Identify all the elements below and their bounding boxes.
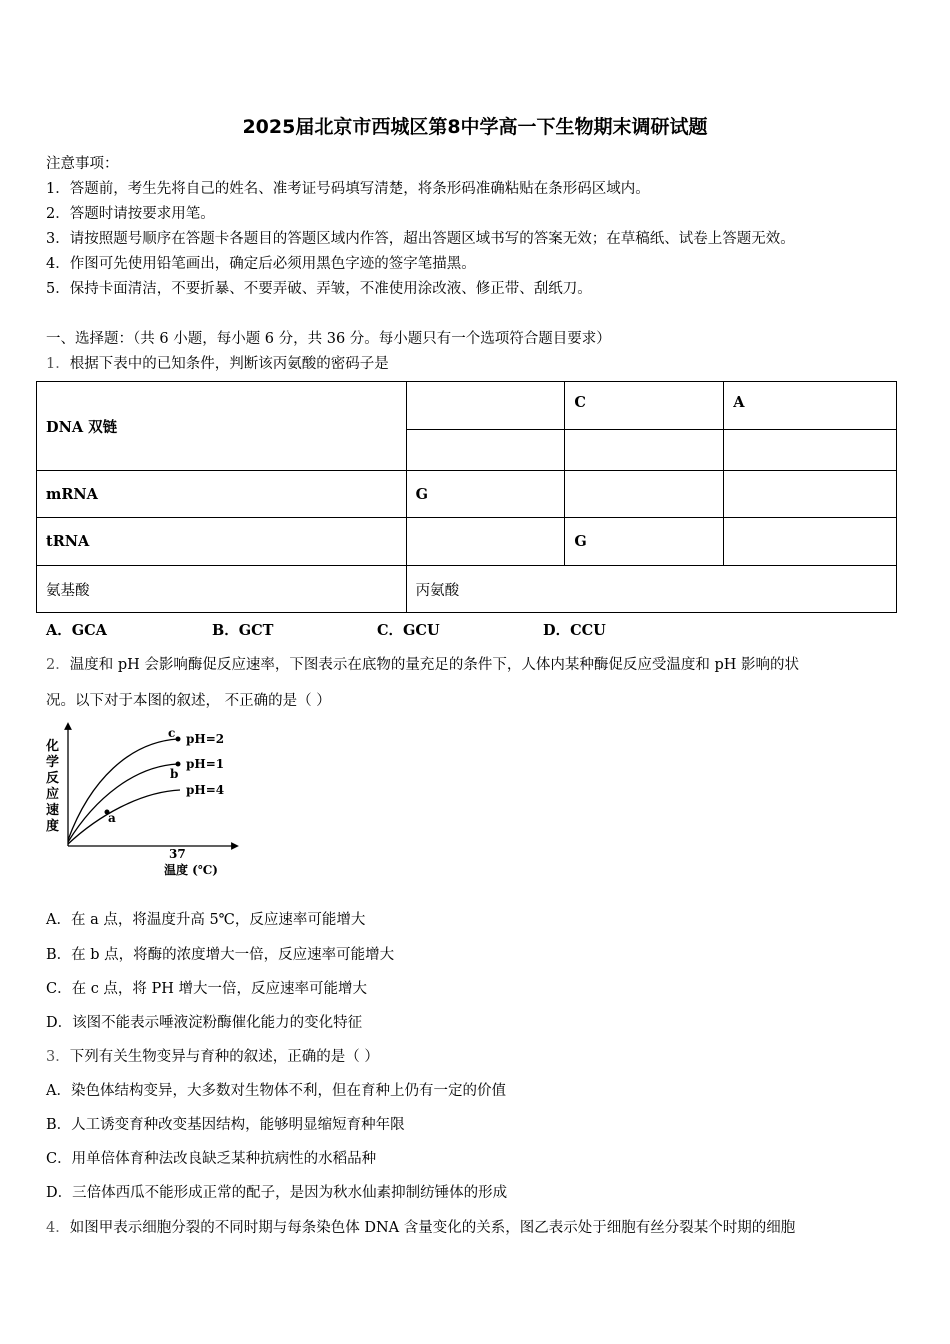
question-number: 3． <box>46 1049 70 1065</box>
codon-table <box>36 381 897 613</box>
question-4-stem <box>46 1216 795 1237</box>
option-b: B．GCT <box>212 622 274 639</box>
q2-option-d: D．该图不能表示唾液淀粉酶催化能力的变化特征 <box>46 1015 363 1031</box>
question-3-stem <box>46 1045 379 1066</box>
y-label-char: 应 <box>46 787 60 802</box>
q3-option-d: D．三倍体西瓜不能形成正常的配子，是因为秋水仙素抑制纺锤体的形成 <box>46 1185 508 1201</box>
notice-item: 2．答题时请按要求用笔。 <box>46 206 215 222</box>
label-ph4: pH=4 <box>186 783 225 797</box>
question-1-stem <box>46 352 389 373</box>
question-number: 1． <box>46 356 70 372</box>
question-number: 2． <box>46 657 70 673</box>
option-c: C．GCU <box>377 622 440 639</box>
notice-heading: 注意事项： <box>46 156 119 172</box>
table-cell: A <box>724 382 897 430</box>
trna-label: tRNA <box>37 518 407 566</box>
question-2-stem-cont: 况。以下对于本图的叙述， 不正确的是（ ） <box>46 693 331 709</box>
notice-item: 4．作图可先使用铅笔画出，确定后必须用黑色字迹的签字笔描黑。 <box>46 256 476 272</box>
label-ph2: pH=2 <box>186 732 225 746</box>
q2-option-c: C．在 c 点，将 PH 增大一倍，反应速率可能增大 <box>46 981 368 997</box>
section-heading: 一、选择题：（共 6 小题，每小题 6 分，共 36 分。每小题只有一个选项符合题目要求） <box>46 331 611 347</box>
table-cell <box>724 430 897 471</box>
question-text: 根据下表中的已知条件，判断该丙氨酸的密码子是 <box>69 356 389 372</box>
curve-ph2 <box>68 739 178 840</box>
question-2-stem <box>46 653 799 674</box>
amino-acid-label: 氨基酸 <box>37 566 407 613</box>
x-axis-label: 温度 (℃) <box>164 863 218 877</box>
table-cell: C <box>565 382 724 430</box>
notice-item: 1．答题前，考生先将自己的姓名、准考证号码填写清楚，将条形码准确粘贴在条形码区域内。 <box>46 181 650 197</box>
y-label-char: 反 <box>46 771 60 786</box>
y-label-char: 化 <box>46 739 60 754</box>
question-number: 4． <box>46 1220 70 1236</box>
y-label-char: 速 <box>46 803 60 818</box>
table-cell <box>565 471 724 518</box>
amino-acid-value: 丙氨酸 <box>406 566 896 613</box>
mrna-label: mRNA <box>37 471 407 518</box>
page-title: 2025届北京市西城区第8中学高一下生物期末调研试题 <box>242 116 708 138</box>
table-cell <box>406 430 565 471</box>
table-cell <box>724 518 897 566</box>
table-cell: G <box>565 518 724 566</box>
point-b <box>176 762 181 767</box>
label-a: a <box>108 811 116 825</box>
table-cell <box>565 430 724 471</box>
question-text: 温度和 pH 会影响酶促反应速率，下图表示在底物的量充足的条件下，人体内某种酶促反应受温度和 pH 影响的状 <box>69 657 800 673</box>
q2-option-a: A．在 a 点，将温度升高 5℃，反应速率可能增大 <box>46 912 366 928</box>
curve-ph4 <box>68 790 180 844</box>
label-c: c <box>168 726 176 740</box>
x-tick-37: 37 <box>169 847 186 861</box>
option-a: A．GCA <box>46 622 107 639</box>
q2-option-b: B．在 b 点，将酶的浓度增大一倍，反应速率可能增大 <box>46 947 395 963</box>
q3-option-a: A．染色体结构变异，大多数对生物体不利，但在育种上仍有一定的价值 <box>46 1083 506 1099</box>
notice-item: 3．请按照题号顺序在答题卡各题目的答题区域内作答，超出答题区域书写的答案无效；在草稿纸、试卷上答题无效。 <box>46 231 795 247</box>
table-cell: G <box>406 471 565 518</box>
option-d: D．CCU <box>543 622 606 639</box>
table-cell <box>724 471 897 518</box>
table-cell <box>406 518 565 566</box>
dna-label: DNA 双链 <box>37 382 407 471</box>
question-text: 下列有关生物变异与育种的叙述，正确的是（ ） <box>69 1049 379 1065</box>
q3-option-b: B．人工诱变育种改变基因结构，能够明显缩短育种年限 <box>46 1117 405 1133</box>
label-ph1: pH=1 <box>186 757 225 771</box>
q3-option-c: C．用单倍体育种法改良缺乏某种抗病性的水稻品种 <box>46 1151 377 1167</box>
point-c <box>176 737 181 742</box>
table-cell <box>406 382 565 430</box>
label-b: b <box>170 767 179 781</box>
enzyme-rate-graph <box>40 720 240 882</box>
y-label-char: 学 <box>46 755 60 770</box>
y-label-char: 度 <box>46 819 60 834</box>
question-text: 如图甲表示细胞分裂的不同时期与每条染色体 DNA 含量变化的关系，图乙表示处于细胞有丝分裂某个时期的细胞 <box>69 1220 796 1236</box>
notice-item: 5．保持卡面清洁，不要折暴、不要弄破、弄皱，不准使用涂改液、修正带、刮纸刀。 <box>46 281 592 297</box>
